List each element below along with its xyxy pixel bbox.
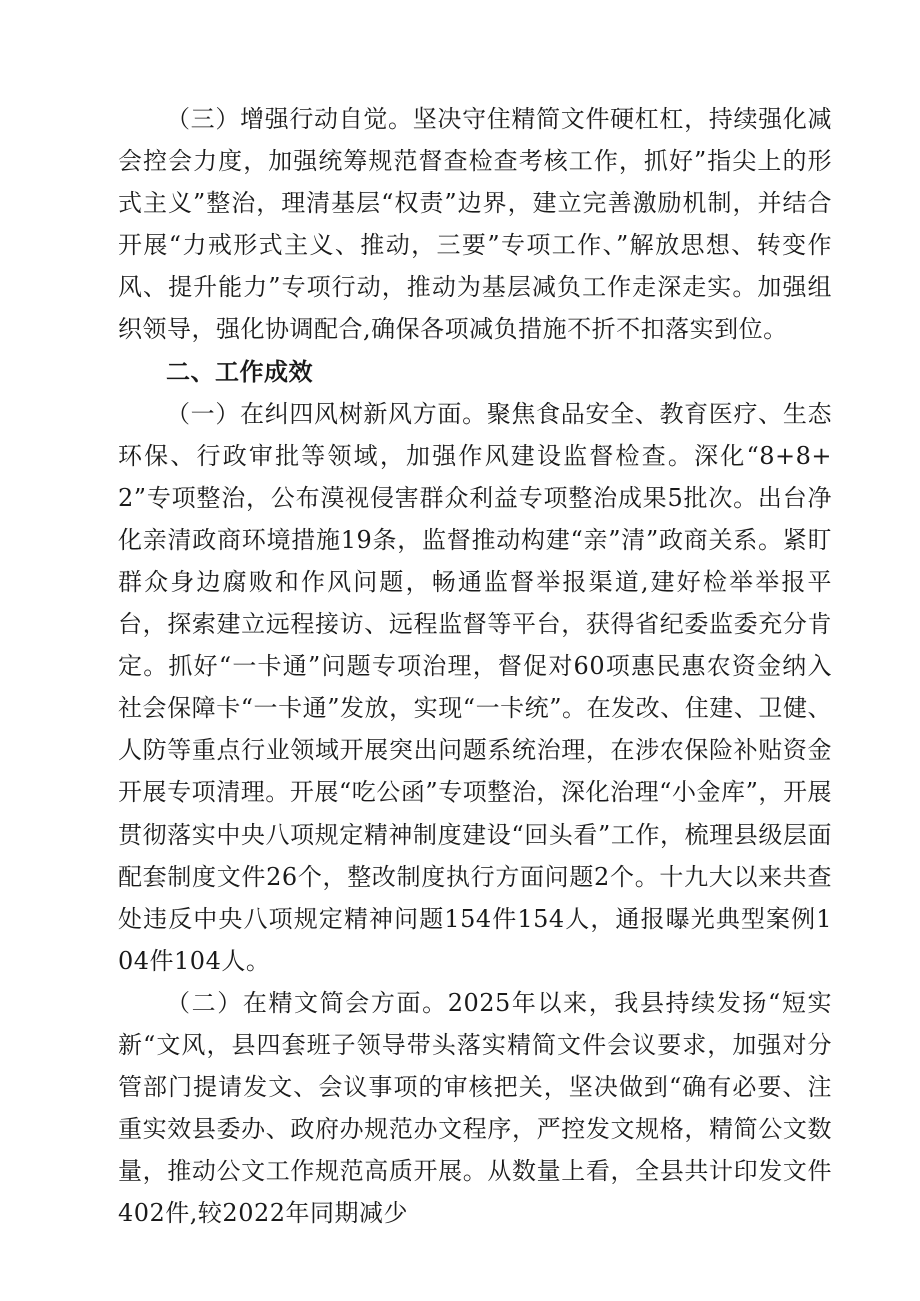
document-body [118, 98, 832, 1234]
section-heading-work-results: 二、工作成效 [166, 357, 313, 386]
paragraph-simplify-documents: （二）在精文简会方面。2025年以来，我县持续发扬“短实新“文风，县四套班子领导带头落实精简文件会议要求，加强对分管部门提请发文、会议事项的审核把关，坚决做到“确有必要、注重实效县委办、政府办规范办文程序，严控发文规格，精简公文数量，推动公文工作规范高质开展。从数量上看，全县共计印发文件402件,较2022年同期减少 [118, 988, 832, 1228]
paragraph-four-winds: （一）在纠四风树新风方面。聚焦食品安全、教育医疗、生态环保、行政审批等领域，加强作风建设监督检查。深化“8+8+2”专项整治，公布漠视侵害群众利益专项整治成果5批次。出台净化亲清政商环境措施19条，监督推动构建“亲”清”政商关系。紧盯群众身边腐败和作风问题，畅通监督举报渠道,建好检举举报平台，探索建立远程接访、远程监督等平台，获得省纪委监委充分肯定。抓好“一卡通”问题专项治理，督促对60项惠民惠农资金纳入社会保障卡“一卡通”发放，实现“一卡统”。在发改、住建、卫健、人防等重点行业领域开展突出问题系统治理，在涉农保险补贴资金开展专项清理。开展“吃公函”专项整治，深化治理“小金库”，开展贯彻落实中央八项规定精神制度建设“回头看”工作，梳理县级层面配套制度文件26个，整改制度执行方面问题2个。十九大以来共查处违反中央八项规定精神问题154件154人，通报曝光典型案例104件104人。 [118, 399, 832, 975]
paragraph-enhance-action: （三）增强行动自觉。坚决守住精简文件硬杠杠，持续强化减会控会力度，加强统筹规范督查检查考核工作，抓好”指尖上的形式主义”整治，理清基层“权责”边界，建立完善激励机制，并结合开展“力戒形式主义、推动，三要”专项工作、”解放思想、转变作风、提升能力”专项行动，推动为基层减负工作走深走实。加强组织领导，强化协调配合,确保各项减负措施不折不扣落实到位。 [118, 105, 832, 344]
